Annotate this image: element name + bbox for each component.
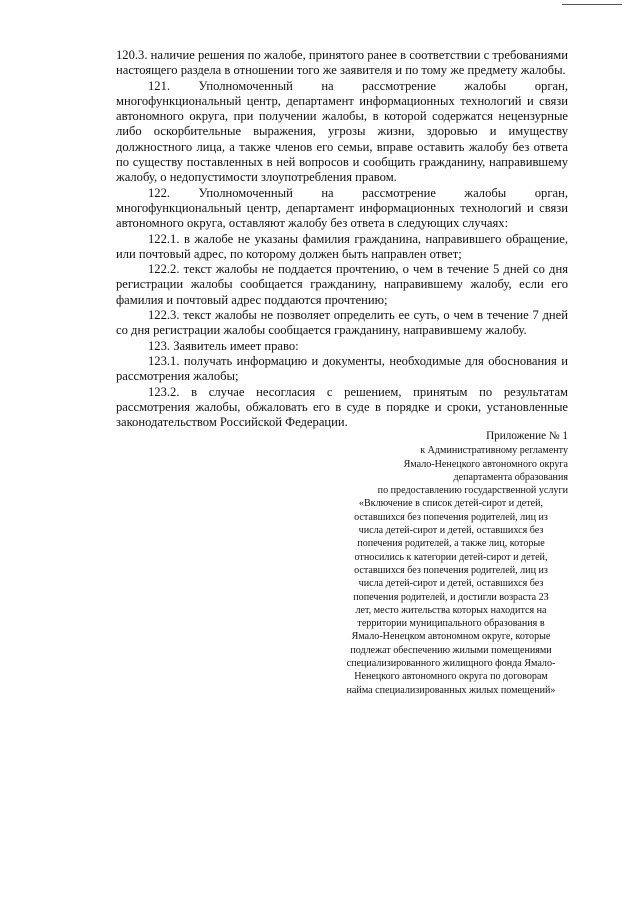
- service-line: оставшихся без попечения родителей, лиц из: [354, 564, 548, 576]
- paragraph-121: 121. Уполномоченный на рассмотрение жалобы орган, многофункциональный центр, департамент информационных технологий и связи автономного округа, при получении жалобы, в которой содержатся нецензурные либо оскорбительные выражения, угрозы жизни, здоровью и имуществу должностного лица, а также членов его семьи, вправе оставить жалобу без ответа по существу поставленных в ней вопросов и сообщить гражданину, направившему жалобу, о недопустимости злоупотребления правом.: [116, 78, 568, 185]
- appendix-title: Приложение № 1: [486, 430, 568, 442]
- service-name: [326, 497, 568, 696]
- paragraph-120-3: 120.3. наличие решения по жалобе, принятого ранее в соответствии с требованиями настоящего раздела в отношении того же заявителя и по тому же предмету жалобы.: [116, 48, 568, 78]
- top-edge-line: [562, 4, 622, 5]
- service-line: попечения родителей, а также лиц, которые: [357, 538, 545, 550]
- paragraph-122-3: 122.3. текст жалобы не позволяет определить ее суть, о чем в течение 7 дней со дня регистрации жалобы сообщается гражданину, направившему жалобу.: [116, 308, 568, 338]
- service-line: найма специализированных жилых помещений»: [346, 684, 556, 696]
- service-line: специализированного жилищного фонда Ямало-: [346, 658, 556, 670]
- service-line: числа детей-сирот и детей, оставшихся без: [358, 578, 544, 590]
- paragraph-122-1: 122.1. в жалобе не указаны фамилия гражданина, направившего обращение, или почтовый адрес, по которому должен быть направлен ответ;: [116, 231, 568, 261]
- appendix-line: Ямало-Ненецкого автономного округа: [403, 458, 568, 470]
- paragraph-123-2: 123.2. в случае несогласия с решением, принятым по результатам рассмотрения жалобы, обжаловать его в суде в порядке и сроки, установленные законодательством Российской Федерации.: [116, 384, 568, 430]
- service-line: оставшихся без попечения родителей, лиц из: [354, 511, 548, 523]
- service-line: относились к категории детей-сирот и детей,: [354, 551, 548, 563]
- paragraph-123: 123. Заявитель имеет право:: [148, 338, 299, 353]
- service-line: попечения родителей, и достигли возраста 23: [353, 591, 549, 603]
- service-line: лет, место жительства которых находится на: [355, 604, 547, 616]
- service-line: «Включение в список детей-сирот и детей,: [358, 498, 544, 510]
- service-line: территории муниципального образования в: [357, 618, 545, 630]
- appendix-line: департамента образования: [453, 471, 568, 483]
- service-line: Ямало-Ненецком автономном округе, которые: [351, 631, 551, 643]
- service-line: числа детей-сирот и детей, оставшихся без: [358, 525, 544, 537]
- regulation-text: [116, 48, 568, 430]
- appendix-header: [326, 430, 568, 697]
- paragraph-123-1: 123.1. получать информацию и документы, необходимые для обоснования и рассмотрения жалобы;: [116, 353, 568, 384]
- appendix-line: к Административному регламенту: [420, 445, 568, 457]
- service-line: Ненецкого автономного округа по договорам: [354, 671, 548, 683]
- service-line: подлежат обеспечению жилыми помещениями: [350, 644, 552, 656]
- paragraph-122-2: 122.2. текст жалобы не поддается прочтению, о чем в течение 5 дней со дня регистрации жалобы сообщается гражданину, направившему жалобу, если его фамилия и почтовый адрес поддаются прочтению;: [116, 262, 568, 307]
- paragraph-122: 122. Уполномоченный на рассмотрение жалобы орган, многофункциональный центр, департамент информационных технологий и связи автономного округа, оставляют жалобу без ответа в следующих случаях:: [116, 185, 568, 231]
- appendix-line: по предоставлению государственной услуги: [377, 485, 568, 497]
